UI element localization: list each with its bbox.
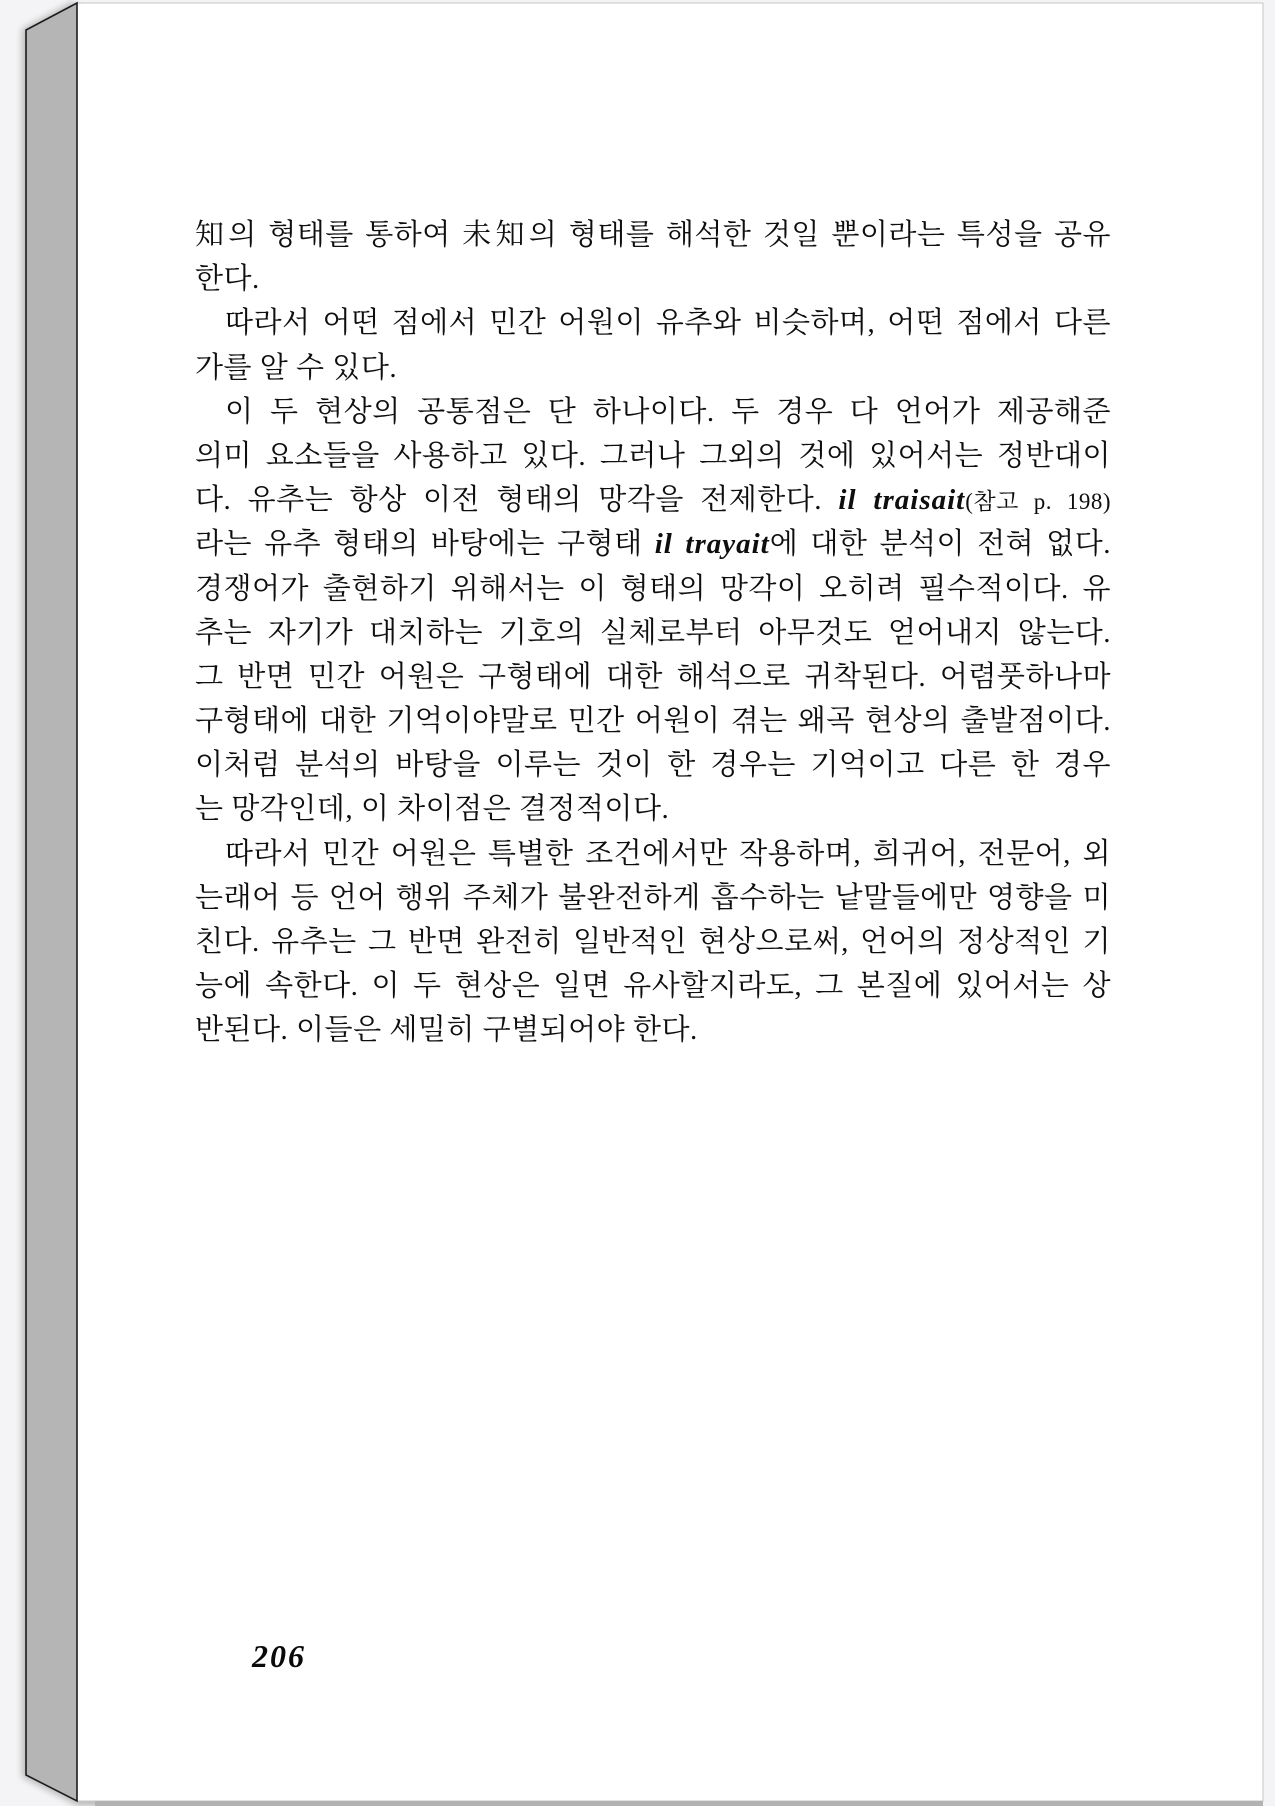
body-text: 따라서 민간 어원은 특별한 조건에서만 작용하며, 희귀어, 전문어, 외 — [225, 837, 1111, 870]
body-text: 능에 속한다. 이 두 현상은 일면 유사할지라도, 그 본질에 있어서는 상 — [195, 970, 1111, 1003]
body-text: 가를 알 수 있다. — [195, 351, 398, 384]
body-text: 이처럼 분석의 바탕을 이루는 것이 한 경우는 기억이고 다른 한 경우 — [195, 749, 1111, 782]
text-line — [195, 390, 1111, 434]
text-line — [195, 567, 1111, 611]
text-line — [195, 699, 1111, 743]
text-line — [195, 522, 1111, 566]
text-line — [195, 1008, 1111, 1052]
body-text: 구형태에 대한 기억이야말로 민간 어원이 겪는 왜곡 현상의 출발점이다. — [195, 705, 1111, 738]
body-text: 다. 유추는 항상 이전 형태의 망각을 전제한다. — [195, 484, 839, 517]
body-text: 에 대한 분석이 전혀 없다. — [769, 528, 1112, 561]
text-line — [195, 478, 1111, 522]
text-line — [195, 611, 1111, 655]
italic-latin-text: il trayait — [654, 528, 770, 561]
text-line — [195, 346, 1111, 390]
body-text: 따라서 어떤 점에서 민간 어원이 유추와 비슷하며, 어떤 점에서 다른 — [225, 307, 1111, 340]
body-text: 는 망각인데, 이 차이점은 결정적이다. — [195, 793, 670, 826]
body-text: 한다. — [195, 263, 260, 296]
text-line — [195, 655, 1111, 699]
text-line — [195, 301, 1111, 345]
body-text: 는래어 등 언어 행위 주체가 불완전하게 흡수하는 낱말들에만 영향을 미 — [195, 881, 1111, 914]
body-text: 의미 요소들을 사용하고 있다. 그러나 그외의 것에 있어서는 정반대이 — [195, 439, 1111, 472]
text-block — [195, 213, 1111, 1053]
body-text: 추는 자기가 대치하는 기호의 실체로부터 아무것도 얻어내지 않는다. — [195, 616, 1111, 649]
italic-latin-text: il traisait — [838, 484, 966, 517]
text-line — [195, 434, 1111, 478]
body-text: 그 반면 민간 어원은 구형태에 대한 해석으로 귀착된다. 어렴풋하나마 — [195, 660, 1111, 693]
text-line — [195, 787, 1111, 831]
text-line — [195, 213, 1111, 257]
body-text: 이 두 현상의 공통점은 단 하나이다. 두 경우 다 언어가 제공해준 — [225, 395, 1111, 428]
text-line — [195, 743, 1111, 787]
text-line — [195, 832, 1111, 876]
body-text: 경쟁어가 출현하기 위해서는 이 형태의 망각이 오히려 필수적이다. 유 — [195, 572, 1111, 605]
text-line — [195, 257, 1111, 301]
page-number: 206 — [252, 1638, 306, 1674]
body-text: 라는 유추 형태의 바탕에는 구형태 — [195, 528, 655, 561]
body-text: 반된다. 이들은 세밀히 구별되어야 한다. — [195, 1014, 698, 1047]
text-line — [195, 876, 1111, 920]
body-text: 친다. 유추는 그 반면 완전히 일반적인 현상으로써, 언어의 정상적인 기 — [195, 926, 1111, 958]
body-text: 知의 형태를 통하여 未知의 형태를 해석한 것일 뿐이라는 특성을 공유 — [195, 219, 1111, 251]
reference-note-text: (참고 p. 198) — [965, 489, 1111, 515]
text-line — [195, 920, 1111, 964]
text-line — [195, 964, 1111, 1008]
